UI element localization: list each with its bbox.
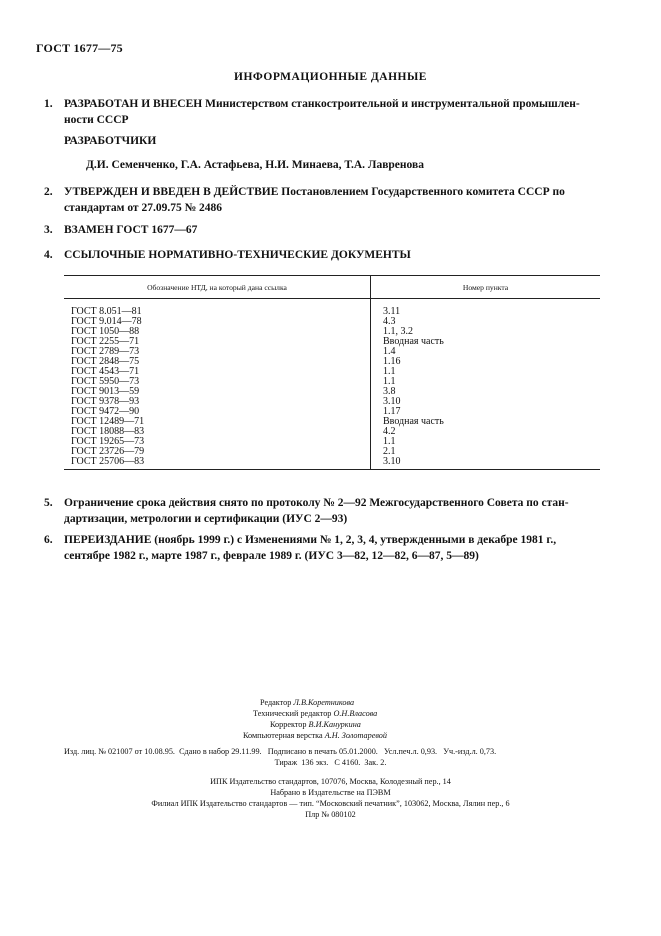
item-text-line: дартизации, метрологии и сертификации (ИУС 2—93) xyxy=(64,513,348,525)
developers-names: Д.И. Семенченко, Г.А. Астафьева, Н.И. Минаева, Т.А. Лавренова xyxy=(86,159,424,171)
item-approved xyxy=(44,184,604,216)
doc-cell: ГОСТ 9378—93 xyxy=(64,397,371,407)
table-row xyxy=(64,437,600,447)
column-header: Обозначение НТД, на который дана ссылка xyxy=(64,276,371,299)
doc-cell: ГОСТ 9.014—78 xyxy=(64,317,371,327)
clause-cell: Вводная часть xyxy=(383,336,444,347)
item-number: 5. xyxy=(44,497,53,509)
item-number: 6. xyxy=(44,534,53,546)
table-row xyxy=(64,427,600,437)
doc-cell: ГОСТ 9472—90 xyxy=(64,407,371,417)
license-number: Плр № 080102 xyxy=(305,810,356,819)
clause-cell: 3.10 xyxy=(371,457,601,470)
clause-cell: 1.1 xyxy=(383,436,396,447)
item-number: 1. xyxy=(44,98,53,110)
doc-cell: ГОСТ 19265—73 xyxy=(64,437,371,447)
clause-cell: 1.1 xyxy=(383,366,396,377)
printer-line: Филиал ИПК Издательство стандартов — тип. “Московский печатник”, 103062, Москва, Лялин пер., 6 xyxy=(151,799,510,808)
doc-cell: ГОСТ 23726—79 xyxy=(64,447,371,457)
standard-code: ГОСТ 1677—75 xyxy=(36,41,123,55)
table-row xyxy=(64,367,600,377)
item-number: 2. xyxy=(44,186,53,198)
tech-editor-label: Технический редактор xyxy=(253,709,332,718)
table-row xyxy=(64,347,600,357)
clause-cell: 1.1 xyxy=(383,376,396,387)
item-developed xyxy=(44,96,604,128)
clause-cell: 4.3 xyxy=(383,316,396,327)
typeset-line: Набрано в Издательстве на ПЭВМ xyxy=(270,788,391,797)
proofreader-name: В.И.Кануркина xyxy=(308,720,361,729)
item-limit xyxy=(44,495,604,527)
item-text-line: Ограничение срока действия снято по протоколу № 2—92 Межгосударственного Совета по стан- xyxy=(64,497,569,509)
item-text-line: ВЗАМЕН ГОСТ 1677—67 xyxy=(64,224,198,236)
layout-label: Компьютерная верстка xyxy=(243,731,323,740)
doc-cell: ГОСТ 8.051—81 xyxy=(64,299,371,318)
tech-editor-name: О.Н.Власова xyxy=(333,709,378,718)
clause-cell: Вводная часть xyxy=(383,416,444,427)
doc-cell: ГОСТ 9013—59 xyxy=(64,387,371,397)
table-row xyxy=(64,387,600,397)
editor-label: Редактор xyxy=(260,698,292,707)
doc-cell: ГОСТ 25706—83 xyxy=(64,457,371,470)
table-row xyxy=(64,457,600,470)
proofreader-credit xyxy=(270,719,361,730)
editor-credit xyxy=(260,697,354,708)
table-row xyxy=(64,447,600,457)
table-row xyxy=(64,407,600,417)
section-title: ИНФОРМАЦИОННЫЕ ДАННЫЕ xyxy=(234,71,427,83)
item-text-line: сентябре 1982 г., марте 1987 г., феврале 1989 г. (ИУС 3—82, 12—82, 6—87, 5—89) xyxy=(64,550,479,562)
clause-cell: 1.16 xyxy=(383,356,401,367)
item-text-line: ности СССР xyxy=(64,114,129,126)
clause-cell: 2.1 xyxy=(383,446,396,457)
table-row xyxy=(64,397,600,407)
table-row xyxy=(64,377,600,387)
clause-cell: 1.4 xyxy=(383,346,396,357)
table-row xyxy=(64,337,600,347)
table-row xyxy=(64,299,600,318)
column-header: Номер пункта xyxy=(371,276,601,299)
doc-cell: ГОСТ 12489—71 xyxy=(64,417,371,427)
doc-cell: ГОСТ 18088—83 xyxy=(64,427,371,437)
table-row xyxy=(64,357,600,367)
circulation-line: Тираж 136 экз. С 4160. Зак. 2. xyxy=(274,758,387,767)
layout-credit xyxy=(243,730,387,741)
table-row xyxy=(64,327,600,337)
clause-cell: 1.1, 3.2 xyxy=(383,326,413,337)
doc-cell: ГОСТ 2848—75 xyxy=(64,357,371,367)
item-text-line: ССЫЛОЧНЫЕ НОРМАТИВНО-ТЕХНИЧЕСКИЕ ДОКУМЕНТЫ xyxy=(64,249,411,261)
item-text-line: стандартам от 27.09.75 № 2486 xyxy=(64,202,223,214)
clause-cell: 3.11 xyxy=(383,306,401,317)
doc-cell: ГОСТ 2789—73 xyxy=(64,347,371,357)
item-number: 4. xyxy=(44,249,53,261)
editor-name: Л.В.Коретникова xyxy=(293,698,355,707)
clause-cell: 3.8 xyxy=(383,386,396,397)
doc-cell: ГОСТ 4543—71 xyxy=(64,367,371,377)
doc-cell: ГОСТ 1050—88 xyxy=(64,327,371,337)
item-reissue xyxy=(44,532,604,564)
proofreader-label: Корректор xyxy=(270,720,307,729)
license-line: Изд. лиц. № 021007 от 10.08.95. Сдано в набор 29.11.99. Подписано в печать 05.01.2000. Усл.печ.л. 0,93. Уч.-изд.л. 0,73. xyxy=(64,747,497,756)
item-references xyxy=(44,247,604,263)
clause-cell: 4.2 xyxy=(383,426,396,437)
references-table xyxy=(64,275,600,470)
publisher-line: ИПК Издательство стандартов, 107076, Москва, Колодезный пер., 14 xyxy=(210,777,451,786)
item-replaces xyxy=(44,222,604,238)
item-text-line: РАЗРАБОТАН И ВНЕСЕН Министерством станкостроительной и инструментальной промышлен- xyxy=(64,98,580,110)
clause-cell: 3.10 xyxy=(383,396,401,407)
item-number: 3. xyxy=(44,224,53,236)
layout-name: А.Н. Золотаревой xyxy=(324,731,387,740)
doc-cell: ГОСТ 2255—71 xyxy=(64,337,371,347)
item-text-line: ПЕРЕИЗДАНИЕ (ноябрь 1999 г.) с Изменениями № 1, 2, 3, 4, утвержденными в декабре 1981 г., xyxy=(64,534,557,546)
table-row xyxy=(64,417,600,427)
tech-editor-credit xyxy=(253,708,377,719)
table-header-row xyxy=(64,276,600,299)
item-text-line: УТВЕРЖДЕН И ВВЕДЕН В ДЕЙСТВИЕ Постановлением Государственного комитета СССР по xyxy=(64,186,565,198)
table-row xyxy=(64,317,600,327)
developers-heading: РАЗРАБОТЧИКИ xyxy=(64,135,157,147)
clause-cell: 1.17 xyxy=(383,406,401,417)
doc-cell: ГОСТ 5950—73 xyxy=(64,377,371,387)
